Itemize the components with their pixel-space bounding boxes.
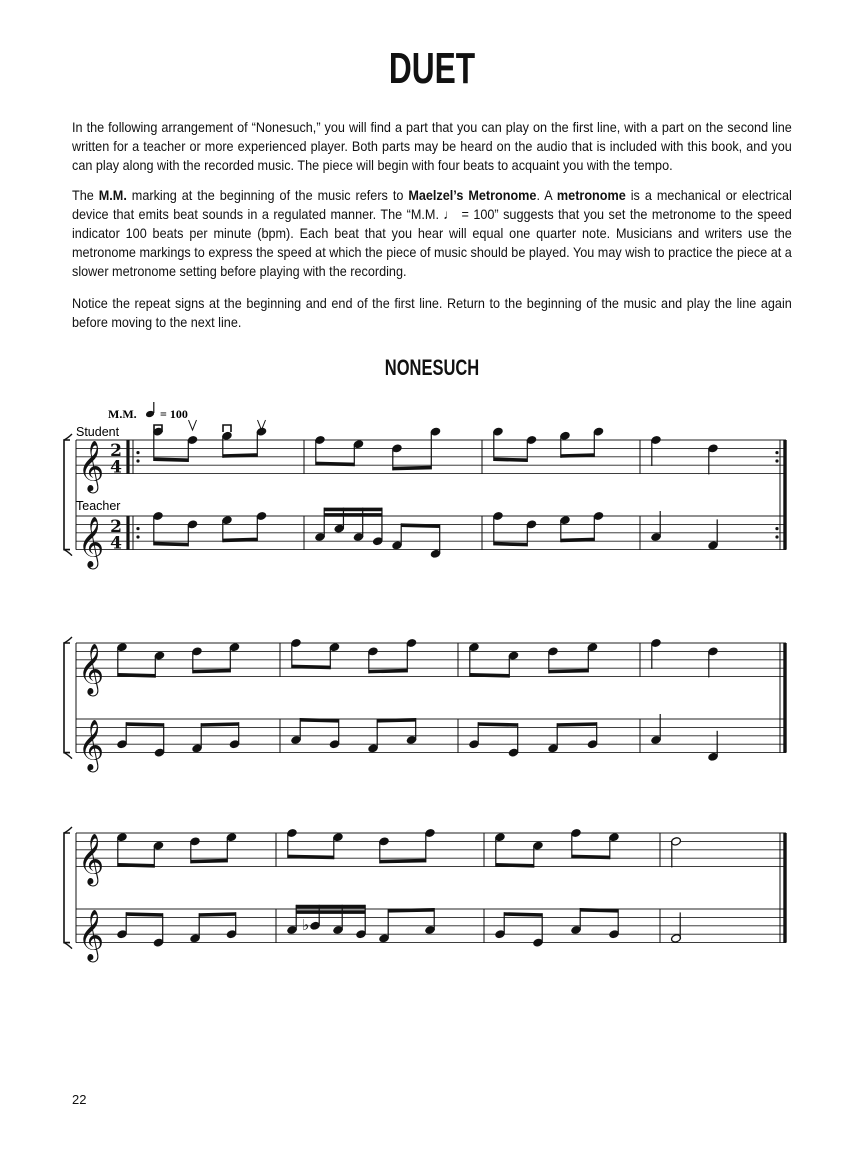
repeat-dot (775, 451, 778, 454)
system-bracket (64, 440, 70, 550)
tempo-quarter-note-icon (145, 402, 155, 418)
note-beam (478, 722, 518, 727)
system-bracket-hook (64, 753, 72, 759)
treble-clef-icon: 𝄞 (78, 440, 105, 492)
repeat-dot (775, 459, 778, 462)
time-signature-denominator: 4 (110, 457, 122, 478)
note-beam-secondary (324, 513, 382, 517)
treble-clef-icon: 𝄞 (78, 909, 105, 961)
bold-term: M.M. (98, 188, 127, 203)
bold-term: metronome (556, 188, 626, 203)
system-bracket-hook (64, 943, 72, 949)
system-bracket (64, 643, 70, 753)
part-label-student: Student (76, 425, 120, 439)
note-beam (324, 508, 382, 512)
paragraph-text: In the following arrangement of “Nonesuch,” you will find a part that you can play on the first line, with a part on the second line written for a teacher or more experienced player. Both parts may be heard on the audio that is included with this book, and you can play along with the recorded music. The piece will begin with four beats to acquaint you with the tempo. (72, 120, 792, 173)
system-bracket-hook (64, 550, 72, 556)
note-beam (494, 457, 528, 462)
note-beam (549, 669, 589, 674)
note-beam (199, 912, 236, 917)
note-beam (191, 859, 228, 864)
treble-clef-icon: 𝄞 (78, 643, 105, 695)
system-bracket-hook (64, 827, 72, 833)
paragraph-text: The (72, 188, 99, 203)
note-beam (154, 457, 189, 462)
system-bracket-hook (64, 637, 72, 643)
note-beam (193, 669, 231, 674)
repeat-dot (136, 451, 139, 454)
page-number: 22 (72, 1092, 87, 1107)
note-beam (380, 859, 426, 864)
paragraph-text: is a mechanical or electrical device that emits beat sounds in a regulated manner. The “M.M. ♩ = 100” suggests that you set the metronome to the speed indicator 100 beats per minute (bpm). Each beat that you hear will equal one quarter note. Musicians and writers use the metronome markings to express the speed at which the piece of music should be played. You may wish to practice the piece at a slower metronome setting before playing with the recording. (72, 188, 792, 279)
flat-icon: ♭ (302, 915, 310, 934)
note-beam (393, 466, 432, 471)
note-beam (369, 669, 408, 674)
note-beam (201, 722, 239, 727)
treble-clef-icon: 𝄞 (78, 719, 105, 771)
note-beam (126, 722, 164, 727)
note-beam (494, 542, 528, 547)
up-bow-icon (189, 420, 197, 430)
repeat-dot (775, 535, 778, 538)
repeat-dot (136, 459, 139, 462)
bold-term: Maelzel’s Metronome (408, 188, 537, 203)
song-title: NONESUCH (384, 355, 480, 380)
time-signature-denominator: 4 (110, 533, 122, 554)
note-beam (296, 905, 365, 909)
tempo-value: = 100 (160, 407, 188, 421)
system-bracket-hook (64, 434, 72, 440)
system-bracket (64, 833, 70, 943)
repeat-dot (136, 527, 139, 530)
paragraph-text: . A (536, 188, 557, 203)
time-signature-numerator: 2 (110, 440, 122, 461)
paragraph-text: marking at the beginning of the music refers to (126, 188, 409, 203)
repeat-dot (136, 535, 139, 538)
note-beam (557, 722, 597, 727)
repeat-dot (775, 527, 778, 530)
time-signature-numerator: 2 (110, 516, 122, 537)
treble-clef-icon: 𝄞 (78, 516, 105, 568)
note-beam (126, 912, 163, 917)
treble-clef-icon: 𝄞 (78, 833, 105, 885)
note-beam (154, 542, 189, 547)
note-beam (504, 912, 542, 917)
down-bow-icon (223, 425, 231, 432)
page-title: DUET (388, 44, 476, 93)
paragraph-text: Notice the repeat signs at the beginning and end of the first line. Return to the beginning of the music and play the line again before moving to the next line. (72, 296, 792, 330)
note-beam-secondary (296, 910, 365, 914)
part-label-teacher: Teacher (76, 499, 121, 513)
tempo-label: M.M. (108, 407, 137, 421)
